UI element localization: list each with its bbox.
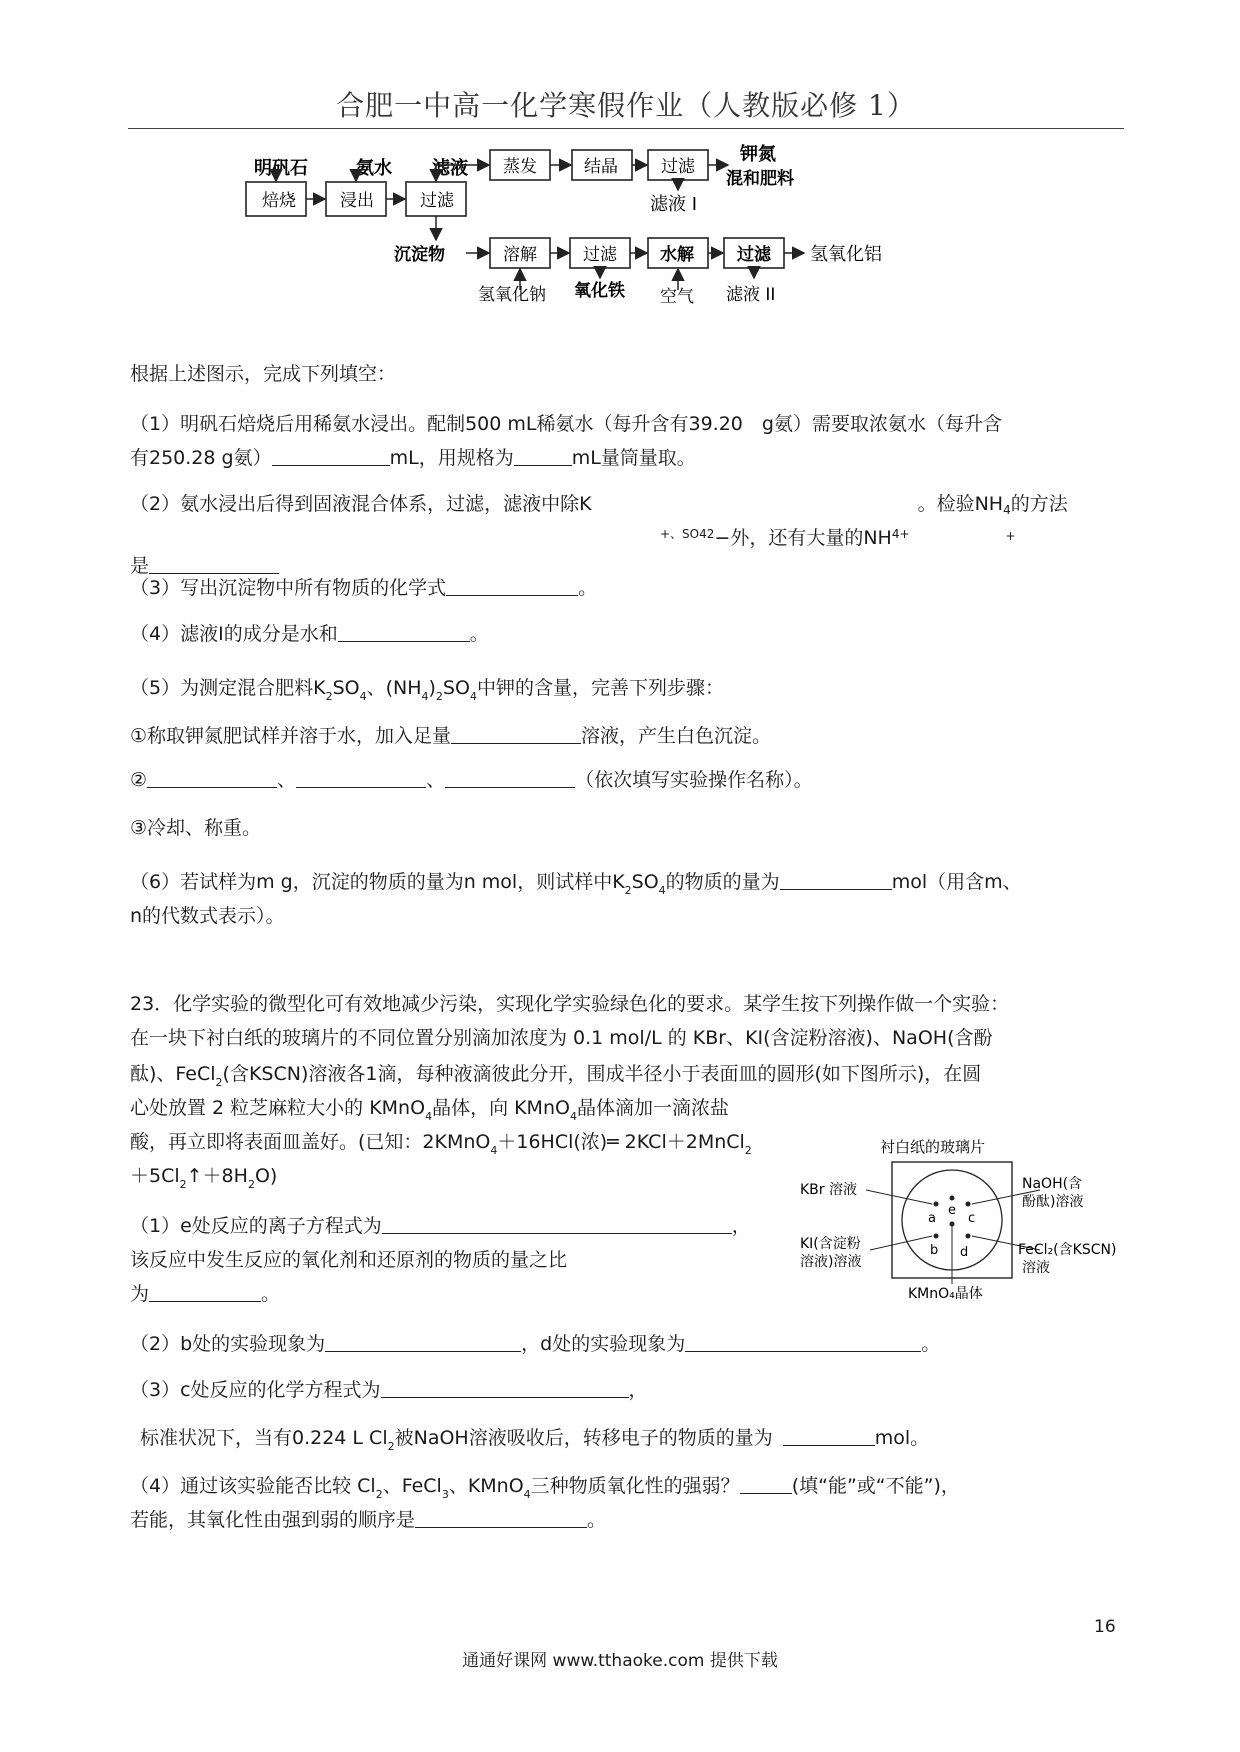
crystallize-text: 结晶 <box>584 157 618 177</box>
q23-p2-text-b: ，d处的实验现象为 <box>521 1333 686 1355</box>
q23-p4-text-g: 三种物质氧化性的强弱？ <box>530 1475 740 1497</box>
q23-p1-comma: ， <box>731 1215 751 1237</box>
page-header <box>128 84 1124 129</box>
q22-p2-text-b: 。检验NH <box>917 493 1004 515</box>
kbr-label: KBr 溶液 <box>800 1182 857 1198</box>
blank-oxidizing-order[interactable] <box>415 1505 587 1528</box>
page-number: 16 <box>1094 1617 1116 1637</box>
q23-p4-text-a: （4）通过该实验能否比较 Cl <box>130 1475 376 1497</box>
blank-operation-3[interactable] <box>445 765 575 788</box>
blank-can-compare[interactable] <box>740 1471 792 1494</box>
blank-d-phenomenon[interactable] <box>685 1329 921 1352</box>
q23-line5-text-a: 酸，再立即将表面皿盖好。(已知：2KMnO <box>130 1131 491 1153</box>
q23-p3-text-f: mol。 <box>874 1427 930 1449</box>
q22-p2-sub-4: 4 <box>1003 503 1011 517</box>
precipitate-label: 沉淀物 <box>394 245 445 265</box>
q23-line5-sub-4: 4 <box>490 1144 498 1157</box>
q23-line4-text-a: 心处放置 2 粒芝麻粒大小的 KMnO <box>130 1097 426 1119</box>
q22-p6-sub-2: 2 <box>624 884 632 897</box>
q22-intro: 根据上述图示，完成下列填空： <box>130 363 397 385</box>
q23-p1-text-wei: 为 <box>130 1283 150 1305</box>
naoh-label-2: 酚酞)溶液 <box>1022 1194 1084 1210</box>
filter2-text: 过滤 <box>661 157 695 177</box>
q22-step1-text-a: ①称取钾氮肥试样并溶于水，加入足量 <box>130 725 452 747</box>
naoh-label: 氢氧化钠 <box>478 285 546 305</box>
drop-a <box>934 1202 939 1207</box>
q22-p4-period: 。 <box>469 623 489 645</box>
q22-p3-text: （3）写出沉淀物中所有物质的化学式 <box>130 577 447 599</box>
q23-p4-sub-4: 4 <box>523 1488 531 1501</box>
q22-p1-text-a: 有250.28 g氨） <box>130 447 272 469</box>
q22-p2-sup-plus: + <box>1005 529 1016 543</box>
q22-p1-text-b: mL，用规格为 <box>389 447 514 469</box>
q22-p6-text-f: mol（用含m、 <box>891 871 1022 893</box>
q22-p2-text-shi: 是 <box>130 555 150 577</box>
q22-p5-sub-2b: 2 <box>435 690 443 703</box>
q22-step2-circled: ② <box>130 769 148 791</box>
q22-p6-text-a: （6）若试样为m g，沉淀的物质的量为n mol，则试样中K <box>130 871 625 893</box>
fig-title: 衬白纸的玻璃片 <box>880 1138 986 1156</box>
hydrolyze-text: 水解 <box>660 245 694 265</box>
label-a: a <box>928 1211 936 1226</box>
blank-operation-1[interactable] <box>147 765 277 788</box>
q22-step2 <box>130 762 1120 798</box>
q22-step3: ③冷却、称重。 <box>130 817 262 839</box>
blank-k2so4-moles[interactable] <box>780 867 892 890</box>
q23-p4-sub-3: 3 <box>441 1488 449 1501</box>
q23-line4-sub-4b: 4 <box>569 1110 577 1123</box>
page-title: 合肥一中高一化学寒假作业（人教版必修 1） <box>336 89 916 122</box>
q23-line1: 23．化学实验的微型化可有效地减少污染，实现化学实验绿色化的要求。某学生按下列操作做一个实验： <box>130 993 1010 1015</box>
flowchart <box>254 144 1020 350</box>
q23-p3-text-a: （3）c处反应的化学方程式为 <box>130 1379 381 1401</box>
q22-p6-line2: n的代数式表示）。 <box>130 905 285 927</box>
q23-p1-line1 <box>130 1208 790 1244</box>
q22-p2-text-line2c: −外，还有大量的NH <box>714 527 892 549</box>
q23-p4-line2 <box>130 1502 1120 1538</box>
q23-p1-line2: 该反应中发生反应的氧化剂和还原剂的物质的量之比 <box>130 1249 568 1271</box>
drop-b <box>934 1234 939 1239</box>
q22-p3-period: 。 <box>578 577 598 599</box>
drop-e-top <box>950 1196 955 1201</box>
q22-p1-line1: （1）明矾石焙烧后用稀氨水浸出。配制500 mL稀氨水（每升含有39.20 g氨）需要取浓氨水（每升含 <box>130 413 1002 435</box>
q22-p1-text-c: mL量筒量取。 <box>571 447 696 469</box>
q22-p2-text-d: 的方法 <box>1010 493 1068 515</box>
q23-p4-sub-2: 2 <box>375 1488 383 1501</box>
q22-p5 <box>130 670 1120 715</box>
q22-p1-line2 <box>130 440 1120 476</box>
q23-line6-sub-2b: 2 <box>247 1178 255 1191</box>
q23-p3-comma: ， <box>628 1379 648 1401</box>
glass-plate-figure <box>800 1132 1120 1302</box>
q23-p4-period: 。 <box>587 1509 607 1531</box>
q22-step2-sep2: 、 <box>426 769 446 791</box>
blank-volume[interactable] <box>272 443 390 466</box>
q23-line3-sub-2: 2 <box>215 1076 223 1089</box>
alum-label: 明矾石 <box>254 158 308 179</box>
q22-p3 <box>130 570 1120 606</box>
q22-p5-sub-2: 2 <box>325 690 333 703</box>
q22-p6-text-so: SO <box>631 871 659 893</box>
q23-line2: 在一块下衬白纸的玻璃片的不同位置分别滴加浓度为 0.1 mol/L 的 KBr、KI(含淀粉溶液)、NaOH(含酚 <box>130 1027 993 1049</box>
roast-text: 焙烧 <box>262 191 296 211</box>
blank-filtrate-component[interactable] <box>338 619 470 642</box>
filter4-text: 过滤 <box>737 245 771 265</box>
filtrate-label: 滤液 <box>432 158 468 179</box>
fe-oxide-label: 氧化铁 <box>574 281 625 301</box>
q22-step1 <box>130 718 1120 754</box>
source-footer: 通通好课网 www.tthaoke.com 提供下载 <box>462 1651 778 1671</box>
q23-line6-text-c: ↑＋8H <box>186 1165 248 1187</box>
q23-line5-text-c: ＋16HCl(浓)═ 2KCl＋2MnCl <box>497 1131 745 1153</box>
evaporate-text: 蒸发 <box>503 157 537 177</box>
label-d: d <box>960 1245 969 1260</box>
fecl2-label-1: FeCl₂(含KSCN) <box>1018 1242 1117 1258</box>
blank-c-equation[interactable] <box>381 1375 629 1398</box>
q23-line3-text-c: (含KSCN)溶液各1滴，每种液滴彼此分开，围成半径小于表面皿的圆形(如下图所示)，在圆 <box>222 1063 982 1085</box>
q22-p5-text-nh: 、(NH <box>366 677 422 699</box>
air-label: 空气 <box>660 287 694 307</box>
label-e: e <box>948 1203 956 1218</box>
blank-cylinder-size[interactable] <box>514 443 572 466</box>
q22-p5-text-a: （5）为测定混合肥料K <box>130 677 326 699</box>
q23-p1-text-a: （1）e处反应的离子方程式为 <box>130 1215 382 1237</box>
q22-p2-sup-4plus: 4+ <box>891 527 910 541</box>
q23-p4-text-e: 、KMnO <box>448 1475 524 1497</box>
q22-p5-paren: ) <box>428 677 436 699</box>
ammonia-label: 氨水 <box>356 158 392 179</box>
product1-line1: 钾氮 <box>740 144 776 165</box>
q22-p4 <box>130 616 1120 652</box>
dissolve-text: 溶解 <box>503 245 537 265</box>
label-c: c <box>968 1211 976 1226</box>
drop-c <box>966 1202 971 1207</box>
q23-p3-line1 <box>130 1372 1120 1408</box>
q23-line4-text-e: 晶体滴加一滴浓盐 <box>576 1097 729 1119</box>
blank-reagent[interactable] <box>451 721 581 744</box>
drop-d <box>966 1234 971 1239</box>
q23-p1-period: 。 <box>261 1283 281 1305</box>
q23-p2 <box>130 1326 1120 1362</box>
q23-line6-sub-2: 2 <box>179 1178 187 1191</box>
q23-line6-text-e: O) <box>254 1165 278 1187</box>
q22-p5-text-so2: SO <box>442 677 470 699</box>
filter3-text: 过滤 <box>583 245 617 265</box>
q22-p5-text-so: SO <box>332 677 360 699</box>
q22-step1-text-b: 溶液，产生白色沉淀。 <box>581 725 772 747</box>
blank-operation-2[interactable] <box>296 765 426 788</box>
q22-step2-text-c: （依次填写实验操作名称）。 <box>575 769 813 791</box>
blank-electron-moles[interactable] <box>783 1423 875 1446</box>
fecl2-label-2: 溶液 <box>1022 1260 1050 1276</box>
q22-p2-sup-42: 42 <box>699 527 715 541</box>
q22-step2-sep1: 、 <box>277 769 297 791</box>
ki-label-1: KI(含淀粉 <box>800 1236 861 1252</box>
q23-line5-sub-2: 2 <box>744 1144 752 1157</box>
product2-label: 氢氧化铝 <box>810 244 882 265</box>
blank-precipitate-formula[interactable] <box>446 573 578 596</box>
q23-p2-period: 。 <box>921 1333 941 1355</box>
q23-line4-text-c: 晶体，向 KMnO <box>432 1097 570 1119</box>
q23-line4-sub-4: 4 <box>425 1110 433 1123</box>
leach-text: 浸出 <box>340 191 374 211</box>
q23-p3-text-c: 标准状况下，当有0.224 L Cl <box>140 1427 388 1449</box>
q22-p6-sub-4: 4 <box>658 884 666 897</box>
ki-label-2: 溶液)溶液 <box>800 1254 862 1270</box>
blank-b-phenomenon[interactable] <box>325 1329 521 1352</box>
q23-p3-line2 <box>140 1420 1130 1465</box>
blank-e-ionic-equation[interactable] <box>382 1211 732 1234</box>
q23-line6-text-a: ＋5Cl <box>130 1165 180 1187</box>
q22-p5-sub-4c: 4 <box>469 690 477 703</box>
filtrate1-label: 滤液 I <box>650 194 698 215</box>
filtrate2-label: 滤液 II <box>726 285 776 305</box>
q23-p3-sub-2: 2 <box>387 1440 395 1453</box>
blank-ratio[interactable] <box>149 1279 261 1302</box>
q22-p2-text-a: （2）氨水浸出后得到固液混合体系，过滤，滤液中除K <box>130 493 592 515</box>
q23-p4-text-c: 、FeCl <box>382 1475 442 1497</box>
q22-p2-text-line2a: +、SO <box>660 527 700 541</box>
q23-p4-text-h: (填“能”或“不能”)， <box>791 1475 960 1497</box>
q23-line3-text-a: 酞)、FeCl <box>130 1063 216 1085</box>
q22-p5-sub-4: 4 <box>359 690 367 703</box>
product1-line2: 混和肥料 <box>726 169 794 189</box>
q22-p6-text-e: 的物质的量为 <box>665 871 780 893</box>
q22-p5-sub-4b: 4 <box>421 690 429 703</box>
q23-p2-text-a: （2）b处的实验现象为 <box>130 1333 326 1355</box>
kmno4-label: KMnO₄晶体 <box>908 1286 983 1302</box>
filter1-text: 过滤 <box>420 191 454 211</box>
q23-p4-text-i: 若能，其氧化性由强到弱的顺序是 <box>130 1509 416 1531</box>
q22-p4-text: （4）滤液I的成分是水和 <box>130 623 338 645</box>
naoh-label-1: NaOH(含 <box>1022 1176 1083 1192</box>
q22-p5-text-k: 中钾的含量，完善下列步骤： <box>476 677 724 699</box>
label-b: b <box>930 1243 939 1258</box>
q23-p3-text-e: 被NaOH溶液吸收后，转移电子的物质的量为 <box>394 1427 773 1449</box>
